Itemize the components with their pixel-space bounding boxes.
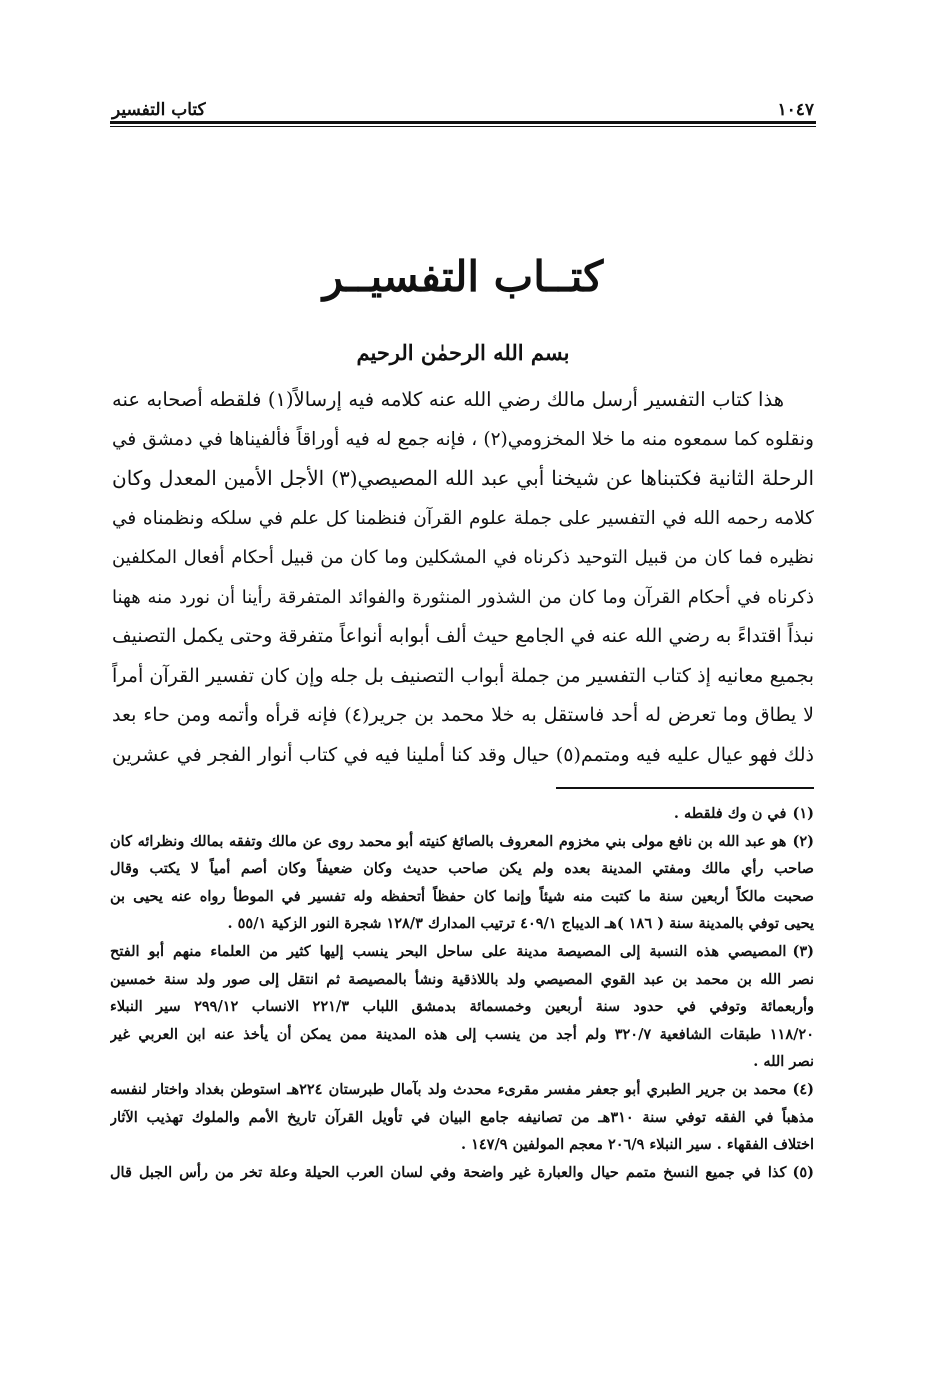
body-line: ونقلوه كما سمعوه منه ما خلا المخزومي(٢) ، فإنه جمع له فيه أوراقاً فألفيناها في دمشق في — [112, 428, 814, 450]
main-text — [112, 380, 814, 775]
basmala: بسم الله الرحمٰن الرحيم — [356, 340, 570, 365]
footnote-line: صحبت مالكاً أربعين سنة ما كتبت منه شيئاً وإنما كان حفظاً أتحفظه وله تفسير في الموطأ رواه عنه يحيى بن — [110, 887, 814, 905]
chapter-title: كتــاب التفسيــر — [322, 252, 604, 301]
footnote-line: اختلاف الفقهاء . سير النبلاء ٢٠٦/٩ معجم المولفين ١٤٧/٩ . — [461, 1136, 814, 1154]
page-number: ١٠٤٧ — [777, 100, 814, 120]
footnote-text: هو عبد الله بن نافع مولى بني مخزوم المعروف بالصائغ كنيته أبو محمد روى عن مالك وتفقه بمالك ونظرائه كان — [110, 832, 787, 850]
body-line: الرحلة الثانية فكتبناها عن شيخنا أبي عبد الله المصيصي(٣) الأجل الأمين المعدل وكان — [112, 466, 814, 490]
body-line: نظيره فما كان من قبيل التوحيد ذكرناه في المشكلين وما كان من قبيل أحكام أفعال المكلفين — [112, 547, 814, 568]
body-line: هذا كتاب التفسير أرسل مالك رضي الله عنه كلامه فيه إرسالاً(١) فلقطه أصحابه عنه — [112, 388, 784, 411]
running-header — [112, 90, 814, 120]
section-title: كتاب التفسير — [112, 100, 206, 120]
footnote-line — [110, 938, 814, 966]
footnote-line: مذهباً في الفقه توفي سنة ٣١٠هـ من تصانيفه جامع البيان في تأويل القرآن تاريخ الأمم والملوك تهذيب الآثار — [110, 1108, 814, 1126]
footnote-number: (٣) — [792, 942, 814, 960]
footnote-text: محمد بن جرير الطبري أبو جعفر مفسر مقرىء محدث ولد بآمال طبرستان ٢٢٤هـ استوطن بغداد واختار لنفسه — [110, 1080, 787, 1098]
body-line: نبذاً اقتداءً به رضي الله عنه في الجامع حيث ألف أبوابه أنواعاً متفرقة وحتى يكمل التصنيف — [112, 625, 814, 647]
footnote-2 — [110, 828, 814, 938]
footnote-line: يحيى توفي بالمدينة سنة ( ١٨٦ )هـ الديباج ٤٠٩/١ ترتيب المدارك ١٢٨/٣ شجرة النور الزكية ٥٥/١ . — [227, 915, 814, 933]
footnote-line — [110, 1159, 814, 1187]
footnote-text: المصيصي هذه النسبة إلى المصيصة مدينة على ساحل البحر ينسب إليها كثير من العلماء منهم أبو الفتح — [110, 942, 787, 960]
header-rule — [110, 121, 816, 127]
body-line: لا يطاق وما تعرض له أحد فاستقل به خلا محمد بن جرير(٤) فإنه قرأه وأتمه ومن حاء بعد — [112, 704, 814, 726]
footnote-1 — [110, 800, 814, 828]
footnote-line — [110, 800, 814, 828]
footnote-line — [110, 828, 814, 856]
footnote-line: ١١٨/٢٠ طبقات الشافعية ٣٢٠/٧ ولم أجد من ينسب إلى هذه المدينة ممن يمكن أن يأخذ عنه ابن العربي غير — [110, 1025, 814, 1043]
footnote-text: كذا في جميع النسخ متمم حيال والعبارة غير واضحة وفي لسان العرب الحيلة وعلة تخر من رأس الجبل قال — [110, 1163, 787, 1181]
footnote-line — [110, 1076, 814, 1104]
footnote-line: صاحب رأي مالك ومفتي المدينة بعده ولم يكن صاحب حديث وكان ضعيفاً وكان أصم أمياً لا يكتب وقال — [110, 860, 814, 878]
footnote-3 — [110, 938, 814, 1076]
body-line: ذلك فهو عيال عليه فيه ومتمم(٥) حيال وقد كنا أملينا فيه في كتاب أنوار الفجر في عشرين — [112, 743, 814, 766]
footnote-5 — [110, 1159, 814, 1187]
footnote-line: نصر الله بن محمد بن عبد القوي المصيصي ولد باللاذقية ونشأ بالمصيصة ثم انتقل إلى صور ولد سنة خمسين — [110, 970, 814, 988]
footnote-text: في ن وك فلقطه . — [673, 805, 787, 822]
footnote-line: نصر الله . — [753, 1053, 814, 1071]
body-line: ذكرناه في أحكام القرآن وما كان من الشذور المنثورة والفوائد المتفرقة رأينا أن نورد منه ههنا — [112, 586, 814, 608]
footnote-separator — [556, 787, 814, 789]
footnote-line: وأربعمائة وتوفي في حدود سنة أربعين وخمسمائة بدمشق اللباب ٢٢١/٣ الانساب ٢٩٩/١٢ سير النبلاء — [110, 998, 814, 1016]
body-line: كلامه رحمه الله في التفسير على جملة علوم القرآن فنظمنا كل علم في سلكه ونظمناه في — [112, 507, 814, 529]
footnotes — [110, 800, 814, 1186]
footnote-number: (١) — [792, 805, 814, 822]
footnote-number: (٢) — [792, 832, 814, 850]
footnote-number: (٤) — [792, 1080, 814, 1098]
footnote-4 — [110, 1076, 814, 1159]
body-line: بجميع معانيه إذ كتاب التفسير من جملة أبواب التصنيف بل جله وإن كان تفسير القرآن أمراً — [112, 664, 814, 687]
footnote-number: (٥) — [792, 1163, 814, 1181]
